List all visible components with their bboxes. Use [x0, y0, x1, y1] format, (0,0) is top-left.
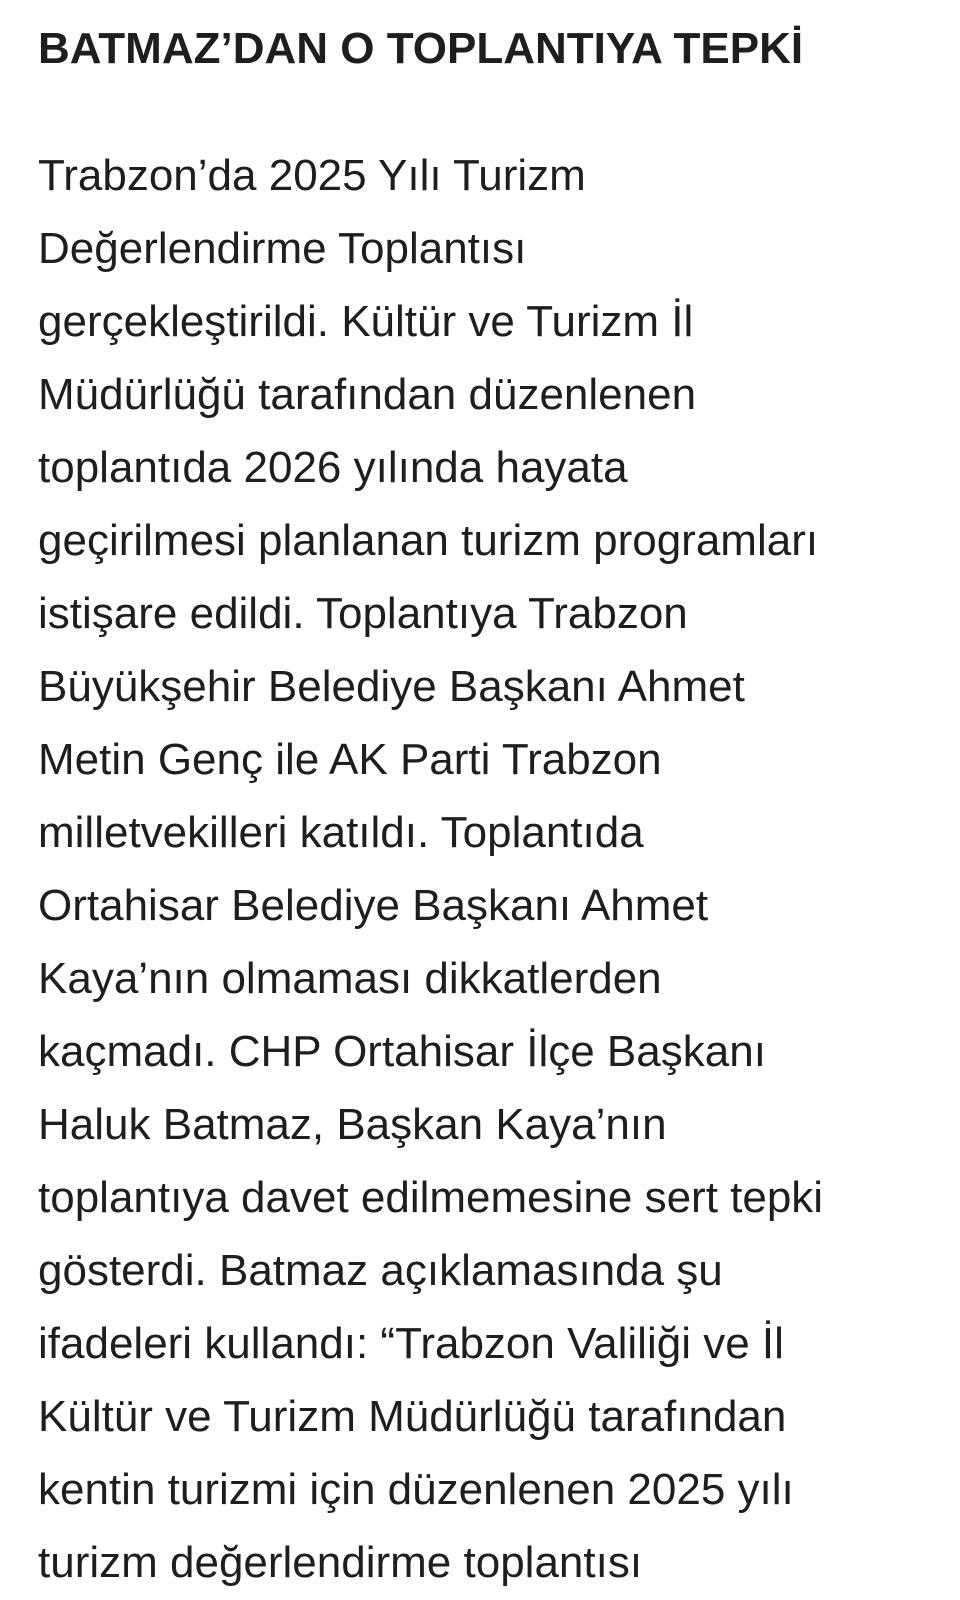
body-line: gösterdi. Batmaz açıklamasında şu: [38, 1246, 723, 1295]
body-line: geçirilmesi planlanan turizm programları: [38, 516, 819, 565]
body-line: istişare edildi. Toplantıya Trabzon: [38, 589, 688, 638]
body-line: ifadeleri kullandı: “Trabzon Valiliği ve İl: [38, 1319, 784, 1368]
body-line: Ortahisar Belediye Başkanı Ahmet: [38, 881, 709, 930]
body-line: Kültür ve Turizm Müdürlüğü tarafından: [38, 1392, 787, 1441]
article-body: [38, 139, 938, 1599]
body-line: Müdürlüğü tarafından düzenlenen: [38, 370, 697, 419]
body-line: gerçekleştirildi. Kültür ve Turizm İl: [38, 297, 694, 346]
body-line: kentin turizmi için düzenlenen 2025 yılı: [38, 1465, 794, 1514]
body-line: Değerlendirme Toplantısı: [38, 224, 527, 273]
body-line: toplantıda 2026 yılında hayata: [38, 443, 628, 492]
body-line: Haluk Batmaz, Başkan Kaya’nın: [38, 1100, 667, 1149]
body-line: toplantıya davet edilmemesine sert tepki: [38, 1173, 824, 1222]
body-line: Trabzon’da 2025 Yılı Turizm: [38, 151, 586, 200]
body-line: milletvekilleri katıldı. Toplantıda: [38, 808, 644, 857]
body-line: Metin Genç ile AK Parti Trabzon: [38, 735, 662, 784]
body-line: Büyükşehir Belediye Başkanı Ahmet: [38, 662, 745, 711]
body-line: Kaya’nın olmaması dikkatlerden: [38, 954, 662, 1003]
body-line: kaçmadı. CHP Ortahisar İlçe Başkanı: [38, 1027, 766, 1076]
article-headline: BATMAZ’DAN O TOPLANTIYA TEPKİ: [38, 24, 804, 73]
news-article: [38, 20, 938, 1599]
body-line: turizm değerlendirme toplantısı: [38, 1538, 643, 1587]
